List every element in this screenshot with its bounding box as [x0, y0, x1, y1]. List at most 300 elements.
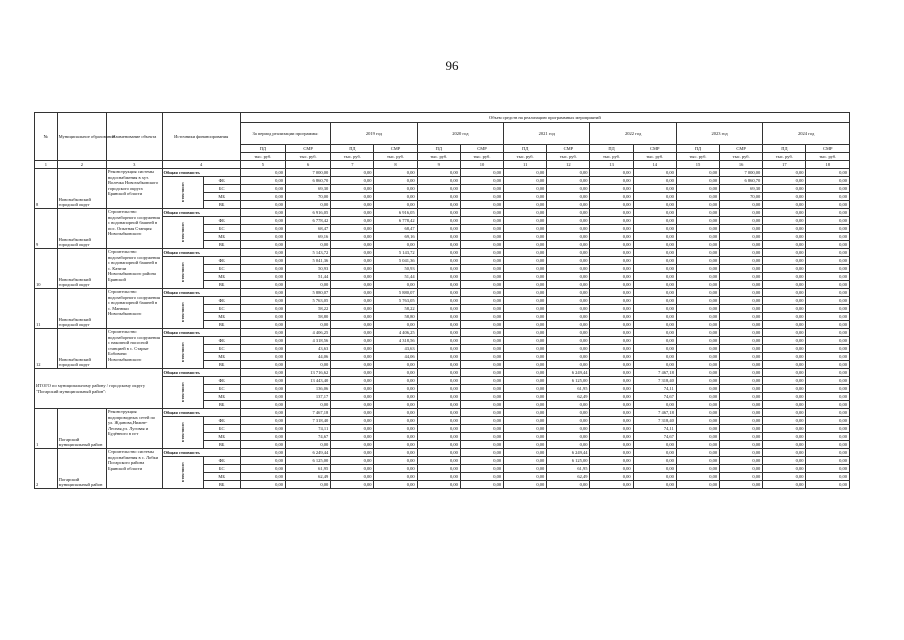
value-cell: 58,22	[374, 305, 417, 313]
value-cell: 0,00	[240, 449, 285, 457]
value-cell: 0,00	[547, 321, 590, 329]
value-cell: 0,00	[240, 249, 285, 257]
value-cell: 0,00	[460, 465, 503, 473]
value-cell: 0,00	[590, 441, 633, 449]
table-row	[35, 209, 850, 217]
value-cell: 0,00	[331, 417, 374, 425]
header-unit: тыс. руб.	[374, 153, 417, 161]
value-cell: 0,00	[460, 289, 503, 297]
value-cell: 0,00	[633, 305, 676, 313]
value-cell: 0,00	[504, 353, 547, 361]
value-cell: 0,00	[417, 449, 460, 457]
value-cell: 0,00	[240, 401, 285, 409]
value-cell: 0,00	[417, 329, 460, 337]
value-cell: 0,00	[374, 201, 417, 209]
value-cell: 0,00	[590, 401, 633, 409]
value-cell: 0,00	[720, 465, 763, 473]
value-cell: 74,11	[285, 425, 330, 433]
source-label: ФБ	[203, 177, 240, 185]
value-cell: 0,00	[633, 321, 676, 329]
value-cell: 0,00	[763, 289, 806, 297]
value-cell: 0,00	[633, 473, 676, 481]
value-cell: 0,00	[590, 209, 633, 217]
value-cell: 0,00	[504, 177, 547, 185]
value-cell: 0,00	[720, 425, 763, 433]
total-cost-label: Общая стоимость	[162, 209, 240, 217]
value-cell: 0,00	[240, 473, 285, 481]
value-cell: 6 778,42	[374, 217, 417, 225]
value-cell: 0,00	[763, 353, 806, 361]
value-cell: 4 318,56	[374, 337, 417, 345]
table-row	[35, 249, 850, 257]
source-label: ФБ	[203, 457, 240, 465]
value-cell: 0,00	[720, 313, 763, 321]
value-cell: 0,00	[331, 305, 374, 313]
value-cell: 0,00	[374, 465, 417, 473]
value-cell: 0,00	[720, 361, 763, 369]
value-cell: 0,00	[417, 257, 460, 265]
value-cell: 0,00	[676, 217, 719, 225]
value-cell: 0,00	[547, 441, 590, 449]
value-cell: 0,00	[806, 441, 850, 449]
value-cell: 0,00	[763, 401, 806, 409]
value-cell: 0,00	[590, 369, 633, 377]
value-cell: 0,00	[763, 217, 806, 225]
value-cell: 0,00	[285, 321, 330, 329]
value-cell: 0,00	[590, 449, 633, 457]
value-cell: 0,00	[417, 433, 460, 441]
value-cell: 0,00	[240, 353, 285, 361]
value-cell: 0,00	[417, 273, 460, 281]
value-cell: 0,00	[504, 465, 547, 473]
value-cell: 43,63	[374, 345, 417, 353]
value-cell: 0,00	[633, 289, 676, 297]
value-cell: 0,00	[763, 313, 806, 321]
value-cell: 0,00	[331, 273, 374, 281]
value-cell: 0,00	[590, 353, 633, 361]
value-cell: 0,00	[374, 281, 417, 289]
value-cell: 69,30	[285, 185, 330, 193]
value-cell: 44,06	[285, 353, 330, 361]
value-cell: 0,00	[285, 441, 330, 449]
value-cell: 0,00	[806, 417, 850, 425]
value-cell: 0,00	[417, 353, 460, 361]
value-cell: 0,00	[240, 345, 285, 353]
value-cell: 0,00	[806, 385, 850, 393]
value-cell: 0,00	[240, 209, 285, 217]
including-text: в том числе:	[180, 462, 185, 483]
value-cell: 0,00	[763, 209, 806, 217]
value-cell: 0,00	[331, 169, 374, 177]
including-text: в том числе:	[180, 222, 185, 243]
value-cell: 0,00	[806, 337, 850, 345]
header-unit: тыс. руб.	[240, 153, 285, 161]
header-smr: СМР	[720, 145, 763, 153]
value-cell: 0,00	[331, 465, 374, 473]
value-cell: 0,00	[806, 241, 850, 249]
source-label: ВБ	[203, 201, 240, 209]
value-cell: 0,00	[806, 409, 850, 417]
value-cell: 0,00	[590, 377, 633, 385]
value-cell: 0,00	[374, 321, 417, 329]
value-cell: 0,00	[763, 465, 806, 473]
value-cell: 5 143,72	[374, 249, 417, 257]
value-cell: 0,00	[676, 273, 719, 281]
value-cell: 0,00	[460, 209, 503, 217]
table-row	[35, 289, 850, 297]
value-cell: 0,00	[331, 457, 374, 465]
value-cell: 0,00	[331, 425, 374, 433]
value-cell: 70,00	[720, 193, 763, 201]
value-cell: 0,00	[374, 369, 417, 377]
value-cell: 0,00	[547, 201, 590, 209]
value-cell: 0,00	[806, 217, 850, 225]
value-cell: 0,00	[763, 425, 806, 433]
value-cell: 0,00	[240, 217, 285, 225]
object-name: Реконструкция системы водоснабжения в хут. Волечка Новозыбковского городского округа Брянской области	[107, 169, 163, 209]
value-cell: 0,00	[806, 401, 850, 409]
value-cell: 0,00	[720, 393, 763, 401]
value-cell: 0,00	[547, 249, 590, 257]
source-label: БС	[203, 345, 240, 353]
value-cell: 0,00	[460, 305, 503, 313]
value-cell: 0,00	[590, 361, 633, 369]
value-cell: 0,00	[460, 441, 503, 449]
value-cell: 0,00	[720, 353, 763, 361]
value-cell: 0,00	[417, 369, 460, 377]
value-cell: 0,00	[331, 281, 374, 289]
financing-table	[34, 112, 850, 489]
value-cell: 0,00	[763, 337, 806, 345]
column-number: 13	[590, 161, 633, 169]
value-cell: 0,00	[676, 417, 719, 425]
value-cell: 0,00	[806, 353, 850, 361]
value-cell: 0,00	[240, 265, 285, 273]
value-cell: 68,47	[285, 225, 330, 233]
value-cell: 0,00	[417, 209, 460, 217]
object-name: Реконструкция водопроводных сетей по ул. Жданова,Нижне-Лесная,ул. Луговая и Будённого в пгт	[107, 409, 163, 449]
source-label: ФБ	[203, 257, 240, 265]
value-cell: 6 125,00	[285, 457, 330, 465]
value-cell: 0,00	[331, 289, 374, 297]
value-cell: 0,00	[720, 449, 763, 457]
value-cell: 0,00	[806, 465, 850, 473]
value-cell: 0,00	[240, 169, 285, 177]
value-cell: 0,00	[460, 281, 503, 289]
including-label	[162, 337, 203, 369]
source-label: БС	[203, 305, 240, 313]
column-number: 8	[374, 161, 417, 169]
value-cell: 0,00	[676, 257, 719, 265]
value-cell: 0,00	[504, 185, 547, 193]
value-cell: 0,00	[676, 281, 719, 289]
value-cell: 69,16	[285, 233, 330, 241]
header-pd: ПД	[331, 145, 374, 153]
value-cell: 0,00	[374, 409, 417, 417]
value-cell: 0,00	[504, 297, 547, 305]
value-cell: 0,00	[504, 257, 547, 265]
value-cell: 0,00	[504, 233, 547, 241]
value-cell: 0,00	[676, 313, 719, 321]
value-cell: 0,00	[547, 417, 590, 425]
source-label: ФБ	[203, 217, 240, 225]
value-cell: 0,00	[547, 401, 590, 409]
value-cell: 7 467,18	[633, 409, 676, 417]
value-cell: 0,00	[240, 329, 285, 337]
value-cell: 0,00	[806, 209, 850, 217]
value-cell: 7 318,40	[633, 377, 676, 385]
table-row	[35, 369, 850, 377]
total-cost-label: Общая стоимость	[162, 409, 240, 417]
value-cell: 0,00	[504, 393, 547, 401]
value-cell: 0,00	[504, 169, 547, 177]
value-cell: 5 041,36	[374, 257, 417, 265]
column-number: 5	[240, 161, 285, 169]
header-pd: ПД	[240, 145, 285, 153]
value-cell: 0,00	[240, 321, 285, 329]
including-label	[162, 417, 203, 449]
value-cell: 5 041,36	[285, 257, 330, 265]
value-cell: 0,00	[331, 409, 374, 417]
value-cell: 0,00	[763, 473, 806, 481]
district-total-label: ИТОГО по муниципальному району / городскому округу "Погарский муниципальный район":	[35, 369, 163, 409]
value-cell: 0,00	[590, 225, 633, 233]
value-cell: 0,00	[504, 425, 547, 433]
value-cell: 0,00	[806, 329, 850, 337]
value-cell: 0,00	[676, 185, 719, 193]
value-cell: 0,00	[633, 457, 676, 465]
value-cell: 0,00	[806, 377, 850, 385]
value-cell: 0,00	[240, 257, 285, 265]
header-smr: СМР	[460, 145, 503, 153]
value-cell: 0,00	[763, 481, 806, 489]
value-cell: 0,00	[676, 321, 719, 329]
value-cell: 0,00	[240, 289, 285, 297]
header-smr: СМР	[285, 145, 330, 153]
value-cell: 0,00	[547, 281, 590, 289]
value-cell: 0,00	[240, 377, 285, 385]
value-cell: 0,00	[460, 257, 503, 265]
value-cell: 0,00	[417, 385, 460, 393]
value-cell: 0,00	[417, 481, 460, 489]
value-cell: 0,00	[676, 481, 719, 489]
value-cell: 0,00	[460, 417, 503, 425]
value-cell: 0,00	[374, 481, 417, 489]
value-cell: 0,00	[720, 225, 763, 233]
value-cell: 0,00	[763, 273, 806, 281]
value-cell: 6 125,00	[547, 377, 590, 385]
value-cell: 0,00	[633, 241, 676, 249]
value-cell: 0,00	[720, 329, 763, 337]
value-cell: 0,00	[720, 457, 763, 465]
value-cell: 0,00	[460, 241, 503, 249]
value-cell: 0,00	[633, 169, 676, 177]
value-cell: 7 318,40	[285, 417, 330, 425]
value-cell: 0,00	[460, 449, 503, 457]
value-cell: 0,00	[676, 369, 719, 377]
value-cell: 0,00	[720, 417, 763, 425]
value-cell: 0,00	[240, 233, 285, 241]
municipality-name: Новозыбковский городской округ	[57, 289, 106, 329]
value-cell: 0,00	[374, 193, 417, 201]
header-period-total: За период реализации программы:	[240, 123, 331, 145]
value-cell: 0,00	[460, 457, 503, 465]
value-cell: 0,00	[460, 185, 503, 193]
value-cell: 0,00	[460, 265, 503, 273]
value-cell: 0,00	[720, 297, 763, 305]
table-row	[35, 329, 850, 337]
value-cell: 0,00	[806, 321, 850, 329]
source-label: ВБ	[203, 281, 240, 289]
source-label: МБ	[203, 313, 240, 321]
value-cell: 0,00	[676, 457, 719, 465]
value-cell: 0,00	[547, 289, 590, 297]
header-unit: тыс. руб.	[331, 153, 374, 161]
header-pd: ПД	[676, 145, 719, 153]
value-cell: 0,00	[633, 337, 676, 345]
value-cell: 0,00	[806, 169, 850, 177]
value-cell: 61,95	[547, 465, 590, 473]
value-cell: 0,00	[504, 241, 547, 249]
value-cell: 0,00	[676, 377, 719, 385]
value-cell: 0,00	[763, 321, 806, 329]
value-cell: 0,00	[417, 465, 460, 473]
value-cell: 0,00	[720, 345, 763, 353]
value-cell: 0,00	[720, 257, 763, 265]
value-cell: 0,00	[374, 473, 417, 481]
value-cell: 0,00	[633, 313, 676, 321]
value-cell: 0,00	[331, 449, 374, 457]
column-number: 18	[806, 161, 850, 169]
value-cell: 0,00	[763, 305, 806, 313]
row-number: 10	[35, 249, 58, 289]
value-cell: 0,00	[763, 441, 806, 449]
value-cell: 0,00	[504, 345, 547, 353]
value-cell: 0,00	[374, 377, 417, 385]
column-number: 11	[504, 161, 547, 169]
value-cell: 58,80	[374, 313, 417, 321]
value-cell: 0,00	[331, 177, 374, 185]
value-cell: 0,00	[285, 481, 330, 489]
value-cell: 0,00	[374, 417, 417, 425]
row-number: 8	[35, 169, 58, 209]
value-cell: 0,00	[720, 409, 763, 417]
value-cell: 0,00	[331, 345, 374, 353]
value-cell: 0,00	[590, 465, 633, 473]
value-cell: 0,00	[460, 377, 503, 385]
value-cell: 0,00	[504, 361, 547, 369]
value-cell: 62,49	[285, 473, 330, 481]
value-cell: 0,00	[633, 401, 676, 409]
value-cell: 0,00	[285, 201, 330, 209]
municipality-name: Новозыбковский городской округ	[57, 209, 106, 249]
value-cell: 0,00	[460, 473, 503, 481]
value-cell: 0,00	[590, 457, 633, 465]
value-cell: 0,00	[547, 409, 590, 417]
value-cell: 0,00	[720, 377, 763, 385]
header-unit: тыс. руб.	[547, 153, 590, 161]
value-cell: 0,00	[547, 169, 590, 177]
header-pd: ПД	[417, 145, 460, 153]
value-cell: 0,00	[763, 193, 806, 201]
value-cell: 0,00	[417, 217, 460, 225]
value-cell: 0,00	[374, 185, 417, 193]
value-cell: 0,00	[676, 249, 719, 257]
value-cell: 43,63	[285, 345, 330, 353]
value-cell: 0,00	[806, 433, 850, 441]
header-unit: тыс. руб.	[676, 153, 719, 161]
value-cell: 0,00	[676, 433, 719, 441]
value-cell: 0,00	[763, 185, 806, 193]
value-cell: 0,00	[504, 329, 547, 337]
value-cell: 0,00	[331, 201, 374, 209]
header-year: 2021 год	[504, 123, 590, 145]
value-cell: 0,00	[504, 441, 547, 449]
value-cell: 0,00	[763, 433, 806, 441]
value-cell: 0,00	[806, 345, 850, 353]
header-year: 2019 год	[331, 123, 417, 145]
value-cell: 0,00	[590, 297, 633, 305]
value-cell: 0,00	[331, 481, 374, 489]
value-cell: 7 000,00	[720, 169, 763, 177]
value-cell: 0,00	[806, 281, 850, 289]
source-label: ФБ	[203, 337, 240, 345]
value-cell: 0,00	[676, 425, 719, 433]
value-cell: 0,00	[676, 265, 719, 273]
value-cell: 0,00	[417, 361, 460, 369]
value-cell: 0,00	[331, 217, 374, 225]
value-cell: 69,30	[720, 185, 763, 193]
header-unit: тыс. руб.	[460, 153, 503, 161]
value-cell: 0,00	[590, 473, 633, 481]
value-cell: 0,00	[240, 241, 285, 249]
value-cell: 0,00	[720, 433, 763, 441]
value-cell: 0,00	[460, 217, 503, 225]
value-cell: 0,00	[590, 433, 633, 441]
value-cell: 62,49	[547, 393, 590, 401]
source-label: БС	[203, 225, 240, 233]
including-label	[162, 177, 203, 209]
value-cell: 0,00	[676, 177, 719, 185]
value-cell: 0,00	[676, 241, 719, 249]
value-cell: 0,00	[763, 361, 806, 369]
value-cell: 0,00	[720, 217, 763, 225]
value-cell: 0,00	[240, 281, 285, 289]
value-cell: 69,16	[374, 233, 417, 241]
value-cell: 0,00	[460, 369, 503, 377]
value-cell: 6 249,44	[547, 449, 590, 457]
value-cell: 0,00	[590, 337, 633, 345]
header-unit: тыс. руб.	[590, 153, 633, 161]
value-cell: 0,00	[633, 441, 676, 449]
including-text: в том числе:	[180, 422, 185, 443]
value-cell: 0,00	[763, 329, 806, 337]
source-label: ВБ	[203, 401, 240, 409]
value-cell: 0,00	[374, 441, 417, 449]
value-cell: 0,00	[720, 337, 763, 345]
value-cell: 0,00	[460, 201, 503, 209]
column-number: 1	[35, 161, 58, 169]
value-cell: 0,00	[590, 241, 633, 249]
source-label: МБ	[203, 393, 240, 401]
value-cell: 0,00	[676, 409, 719, 417]
value-cell: 0,00	[417, 441, 460, 449]
value-cell: 0,00	[504, 433, 547, 441]
value-cell: 0,00	[240, 185, 285, 193]
column-number: 14	[633, 161, 676, 169]
value-cell: 0,00	[504, 217, 547, 225]
value-cell: 0,00	[806, 313, 850, 321]
